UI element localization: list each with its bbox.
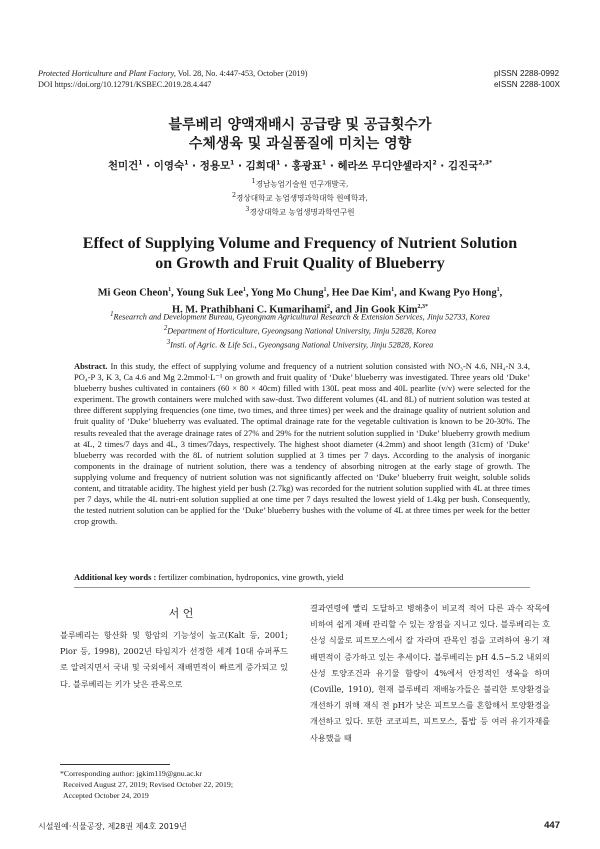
english-title: Effect of Supplying Volume and Frequency of Nutrient Solution on Growth and Fruit Quality of Blueberry [82,235,518,272]
english-affiliations: $^1$Researrch and Development Bureau, Gyeongnam Agricultural Research & Extension Services, Jinju 52733, Korea $^2$Department of Horticulture, Gyeongsang National University, Jinju 52828, Korea $^3$Insti. of Agric. & Life Sci., Gyeongsang National University, Jinju 52828, Korea [110,311,490,351]
page-number: 447 [544,820,560,831]
korean-authors: 천미건$^1$ · 이영숙$^1$ · 정용모$^1$ · 김희대$^1$ · 홍광표$^1$ · 헤라쓰 무디얀셀라지$^2$ · 김진국$^{2,3*}$ [107,159,493,172]
left-column-text: 블루베리는 항산화 및 항암의 기능성이 높고(Kalt 등, 2001; Pior 등, 1998), 2002년 타임지가 선정한 세계 10대 슈퍼푸드로 알려지면서 국내 및 국외에서 재배면적이 빠르게 증가되고 있다. 블루베리는 키가 낮은 관목으로 [60,630,288,689]
doi-link[interactable]: DOI https://doi.org/10.12791/KSBEC.2019.28.4.447 [38,80,212,89]
english-authors: Mi Geon Cheon$^1$, Young Suk Lee$^1$, Yong Mo Chung$^1$, Hee Dae Kim$^1$, and Kwang Pyo Hong$^1$, H. M. Prathibhani C. Kumarihami$^2$, and Jin Gook Kim$^{2,3*}$ [97,287,503,316]
keywords: Additional key words : fertilizer combination, hydroponics, vine growth, yield [74,572,344,582]
section-title: 서 언 [168,607,194,620]
korean-affiliations: $^1$경남농업기술원 연구개발국, $^2$경상대학교 농업생명과학대학 원예학과, $^3$경상대학교 농업생명과학연구원 [232,178,368,217]
korean-title-line1: 블루베리 양액재배시 공급량 및 공급횟수가 [168,117,432,133]
footnote-rule [60,764,170,765]
abstract: Abstract. In this study, the effect of supplying volume and frequency of a nutrient solution consisted with NO₃-N 4.6, NH₄-N 3.4, PO₄-P 3, K 3, Ca 4.6 and Mg 2.2mmol·L⁻¹ on growth and fruit quality of ‘Duke’ blueberry was investigated. Three years old ‘Duke’ blueberry bushes cultivated in containers (60 × 80 × 40cm) filled with 130L peat moss and 40L pearlite (v/v) were selected for the experiment. The growth containers were mulched with saw-dust. Two different volumes (4L and 8L) of nutrient solution was tested at three different supplying frequencies (one time, two times, and three times) per week and the drainage quality of nutrient solution and fruit quality of ‘Duke’ blueberry was evaluated. The optimal drainage rate for the vegetable cultivation is known to be 20-30%. The results revealed that the average drainage rates of 27% and 29% for the nutrient solution supplied in ‘Duke’ blueberry growth medium at 4L, 2 times/7 days and 4L, 3 times/7days, respectively. The highest shoot diameter (4.2mm) and shoot length (31cm) of ‘Duke’ blueberry was recorded with the 8L of nutrient solution supplied at 3 times per 7 days. According to the analysis of inorganic components in the drainage of nutrient solution, there was a tendency of absorbing nitrogen at the early stage of growth. The supplying volume and frequency of nutrient solution was not significantly affected on ‘Duke’ blueberry fruit weight, soluble solids content, and titratable acidity. The highest yield per bush (2.7kg) was recorded for the nutrient solution supplied with 4L at three times per 7 days, while the 4L nutri-ent solution supplied at one time per 7 days resulted the lowest yield of 1.4kg per bush. Consequently, the tested nutrient solution can be applied for the ‘Duke’ blueberry bushes with the volume of 4L at three times per week for the better crop growth. [74,361,531,527]
divider [74,587,530,588]
footnote: *Corresponding author: jgkim119@gnu.ac.kr Received August 27, 2019; Revised October 22, 2019; Accepted October 24, 2019 [60,769,233,800]
journal-citation: Protected Horticulture and Plant Factory, Vol. 28, No. 4:447-453, October (2019) DOI https://doi.org/10.12791/KSBEC.2019.28.4.447 [38,68,398,90]
footer-journal: 시설원예·식물공장, 제28권 제4호 2019년 [38,822,187,831]
issn-block: pISSN 2288-0992 eISSN 2288-100X [494,69,560,89]
right-column-text: 결과연령에 빨리 도달하고 병해충이 비교적 적어 다른 과수 작목에 비하여 쉽게 재배 관리할 수 있는 장점을 지니고 있다. 블루베리는 호산성 식물로 피트모스에서 잘 자라며 관목인 점을 고려하여 용기 재배면적이 증가하고 있는 추세이다. 블루베리는 pH 4.5~5.2 내외의 산성 토양조건과 유기물 함량이 4%에서 안정적인 생육을 하며(Coville, 1910), 현재 블루베리 재배농가들은 불리한 토양환경을 개선하기 위해 재식 전 pH가 낮은 피트모스를 혼합해서 토양환경을 개선하고 있다. 또한 코코피트, 피트모스, 톱밥 등 여러 유기자재를 사용했을 때 [310,603,550,743]
korean-title-line2: 수체생육 및 과실품질에 미치는 영향 [188,136,412,152]
